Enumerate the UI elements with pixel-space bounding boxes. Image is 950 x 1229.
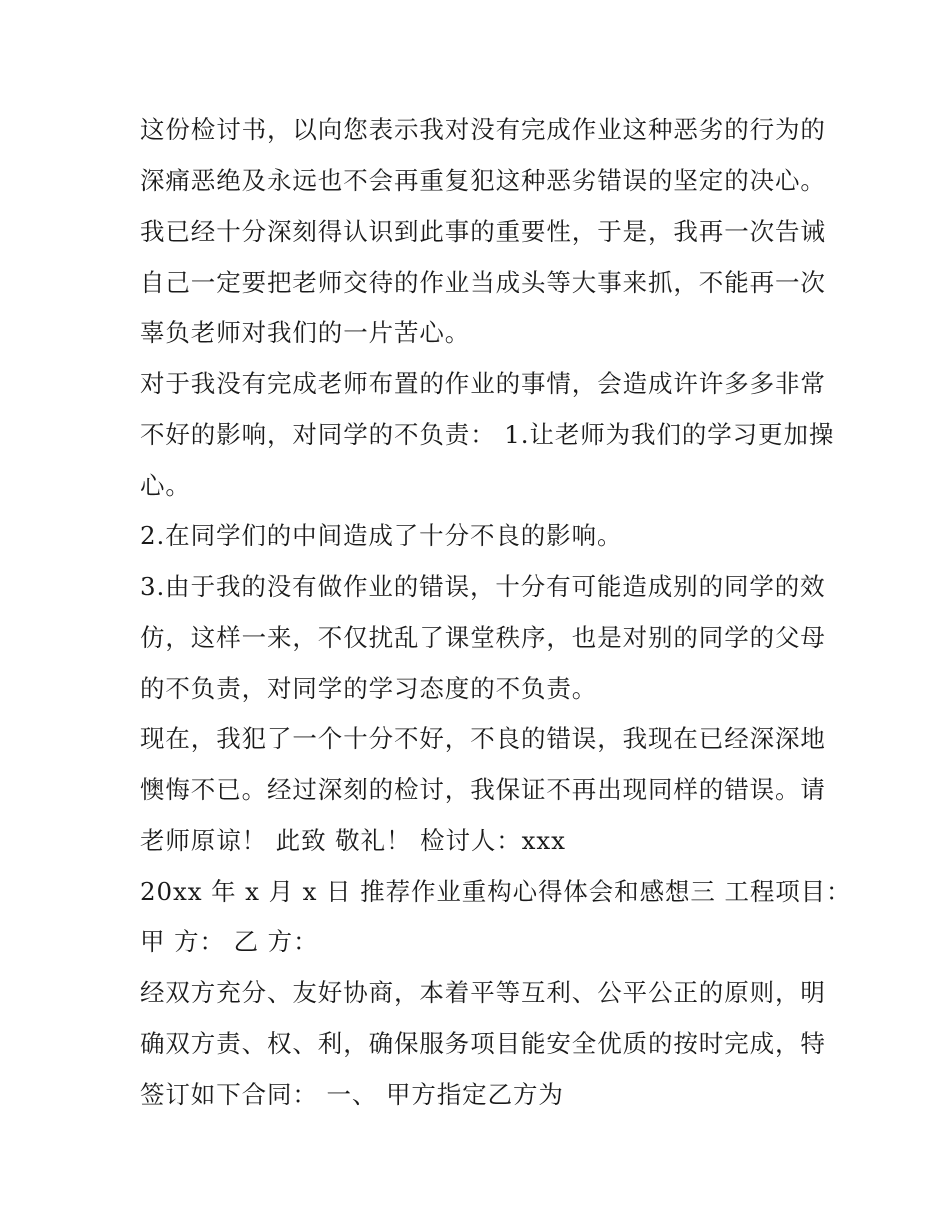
- text-line: 20xx 年 x 月 x 日 推荐作业重构心得体会和感想三 工程项目：: [140, 877, 852, 906]
- text-line: 深痛恶绝及永远也不会再重复犯这种恶劣错误的坚定的决心。: [140, 166, 826, 195]
- text-line: 自己一定要把老师交待的作业当成头等大事来抓，不能再一次: [140, 268, 826, 297]
- text-line: 甲 方： 乙 方：: [140, 927, 319, 956]
- text-line: 现在，我犯了一个十分不好，不良的错误，我现在已经深深地: [140, 724, 826, 753]
- text-line: 懊悔不已。经过深刻的检讨，我保证不再出现同样的错误。请: [140, 775, 826, 804]
- text-line: 辜负老师对我们的一片苦心。: [140, 318, 471, 347]
- text-line: 签订如下合同： 一、 甲方指定乙方为: [140, 1080, 564, 1109]
- text-line: 老师原谅！ 此致 敬礼！ 检讨人：xxx: [140, 826, 566, 855]
- text-line: 我已经十分深刻得认识到此事的重要性，于是，我再一次告诫: [140, 217, 826, 246]
- text-line: 经双方充分、友好协商，本着平等互利、公平公正的原则，明: [140, 978, 826, 1007]
- text-line: 心。: [140, 471, 191, 500]
- text-line: 确双方责、权、利，确保服务项目能安全优质的按时完成，特: [140, 1029, 826, 1058]
- text-line: 对于我没有完成老师布置的作业的事情，会造成许许多多非常: [140, 369, 826, 398]
- text-line: 2.在同学们的中间造成了十分不良的影响。: [140, 521, 623, 550]
- text-line: 3.由于我的没有做作业的错误，十分有可能造成别的同学的效: [140, 572, 826, 601]
- text-line: 仿，这样一来，不仅扰乱了课堂秩序，也是对别的同学的父母: [140, 623, 826, 652]
- text-line: 的不负责，对同学的学习态度的不负责。: [140, 674, 598, 703]
- text-line: 这份检讨书，以向您表示我对没有完成作业这种恶劣的行为的: [140, 115, 826, 144]
- text-line: 不好的影响，对同学的不负责： 1.让老师为我们的学习更加操: [140, 420, 835, 449]
